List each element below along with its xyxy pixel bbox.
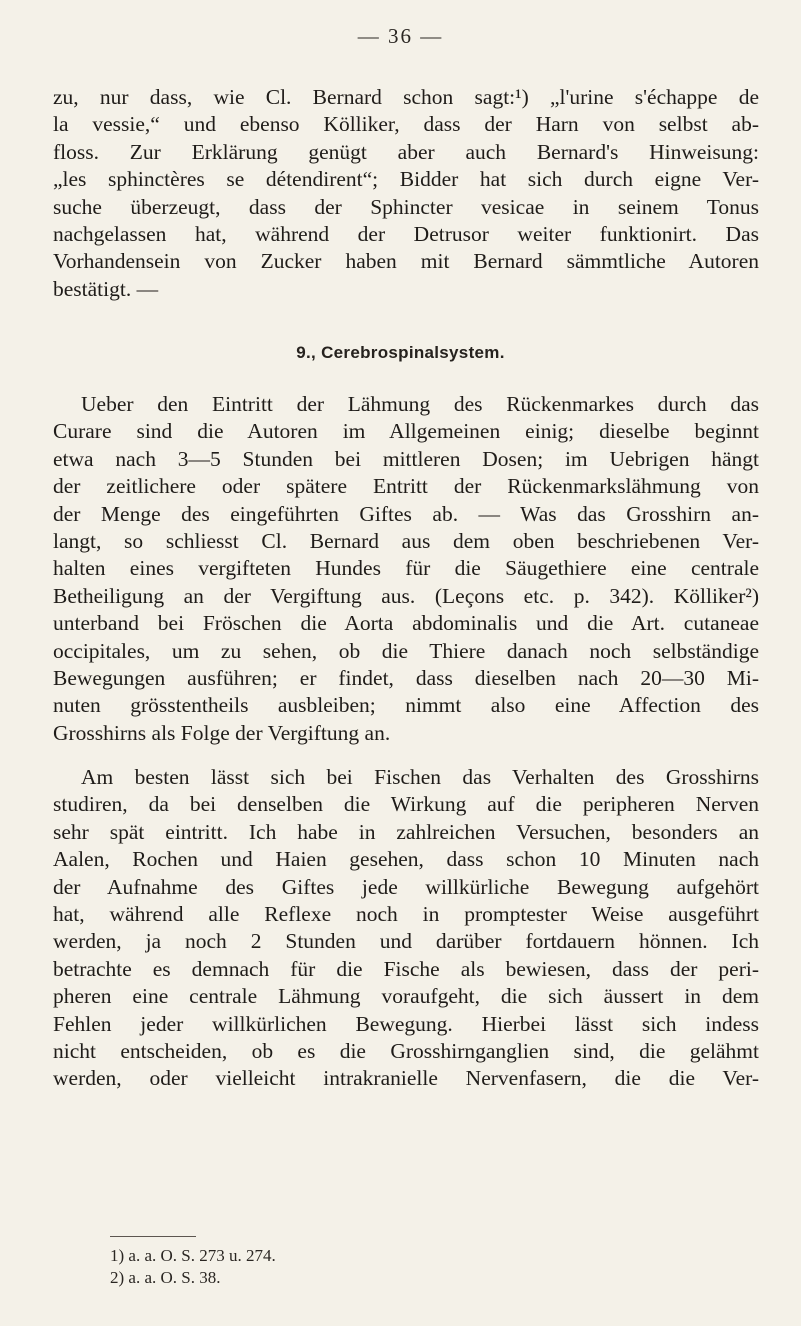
text-line: betrachte es demnach für die Fische als bewiesen, dass der peri-: [53, 956, 759, 981]
text-line: Aalen, Rochen und Haien gesehen, dass schon 10 Minuten nach: [53, 847, 759, 872]
paragraph-spinal-cord: [53, 391, 759, 747]
footnote-1: 1) a. a. O. S. 273 u. 274.: [110, 1246, 276, 1265]
text-line: zu, nur dass, wie Cl. Bernard schon sagt:¹) „l'urine s'échappe de: [53, 85, 759, 109]
text-line: Vorhandensein von Zucker haben mit Bernard sämmtliche Autoren: [53, 249, 759, 274]
text-line: „les sphinctères se détendirent“; Bidder hat sich durch eigne Ver-: [53, 167, 759, 192]
text-line: occipitales, um zu sehen, ob die Thiere danach noch selbständige: [53, 638, 759, 663]
text-line: werden, ja noch 2 Stunden und darüber fortdauern hönnen. Ich: [53, 929, 759, 954]
text-line: Grosshirns als Folge der Vergiftung an.: [53, 720, 391, 745]
text-line: Curare sind die Autoren im Allgemeinen einig; dieselbe beginnt: [53, 419, 759, 444]
text-line: Am besten lässt sich bei Fischen das Verhalten des Grosshirns: [81, 765, 759, 789]
footnote-2: 2) a. a. O. S. 38.: [110, 1268, 221, 1287]
text-line: halten eines vergifteten Hundes für die Säugethiere eine centrale: [53, 556, 759, 581]
text-line: bestätigt. —: [53, 276, 159, 301]
paragraph-fish: [53, 764, 759, 1093]
text-line: Fehlen jeder willkürlichen Bewegung. Hierbei lässt sich indess: [53, 1011, 759, 1036]
footnotes: [110, 1245, 276, 1289]
text-line: etwa nach 3—5 Stunden bei mittleren Dosen; im Uebrigen hängt: [53, 446, 759, 471]
section-heading: 9., Cerebrospinalsystem.: [296, 343, 505, 362]
text-line: floss. Zur Erklärung genügt aber auch Bernard's Hinweisung:: [53, 139, 759, 164]
text-line: nachgelassen hat, während der Detrusor weiter funktionirt. Das: [53, 222, 759, 247]
text-line: nuten grösstentheils ausbleiben; nimmt also eine Affection des: [53, 693, 759, 718]
text-line: pheren eine centrale Lähmung voraufgeht, die sich äussert in dem: [53, 984, 759, 1009]
text-line: sehr spät eintritt. Ich habe in zahlreichen Versuchen, besonders an: [53, 819, 759, 844]
text-line: Bewegungen ausführen; er findet, dass dieselben nach 20—30 Mi-: [53, 666, 759, 691]
footnote-divider: [110, 1236, 196, 1237]
text-line: la vessie,“ und ebenso Kölliker, dass der Harn von selbst ab-: [53, 112, 759, 137]
text-line: studiren, da bei denselben die Wirkung auf die peripheren Nerven: [53, 792, 759, 817]
text-line: unterband bei Fröschen die Aorta abdominalis und die Art. cutaneae: [53, 611, 759, 636]
text-line: Ueber den Eintritt der Lähmung des Rückenmarkes durch das: [81, 392, 759, 416]
text-line: nicht entscheiden, ob es die Grosshirnganglien sind, die gelähmt: [53, 1039, 759, 1064]
paragraph-urine: [53, 84, 759, 303]
text-line: werden, oder vielleicht intrakranielle Nervenfasern, die die Ver-: [53, 1066, 759, 1091]
text-line: der Aufnahme des Giftes jede willkürliche Bewegung aufgehört: [53, 874, 759, 899]
text-line: hat, während alle Reflexe noch in promptester Weise ausgeführt: [53, 902, 759, 927]
page-number: — 36 —: [357, 24, 444, 48]
text-line: suche überzeugt, dass der Sphincter vesicae in seinem Tonus: [53, 194, 759, 219]
text-line: der zeitlichere oder spätere Entritt der Rückenmarkslähmung von: [53, 474, 759, 499]
text-line: Betheiligung an der Vergiftung aus. (Leçons etc. p. 342). Kölliker²): [53, 583, 759, 608]
text-line: der Menge des eingeführten Giftes ab. — Was das Grosshirn an-: [53, 501, 759, 526]
text-line: langt, so schliesst Cl. Bernard aus dem oben beschriebenen Ver-: [53, 529, 759, 554]
